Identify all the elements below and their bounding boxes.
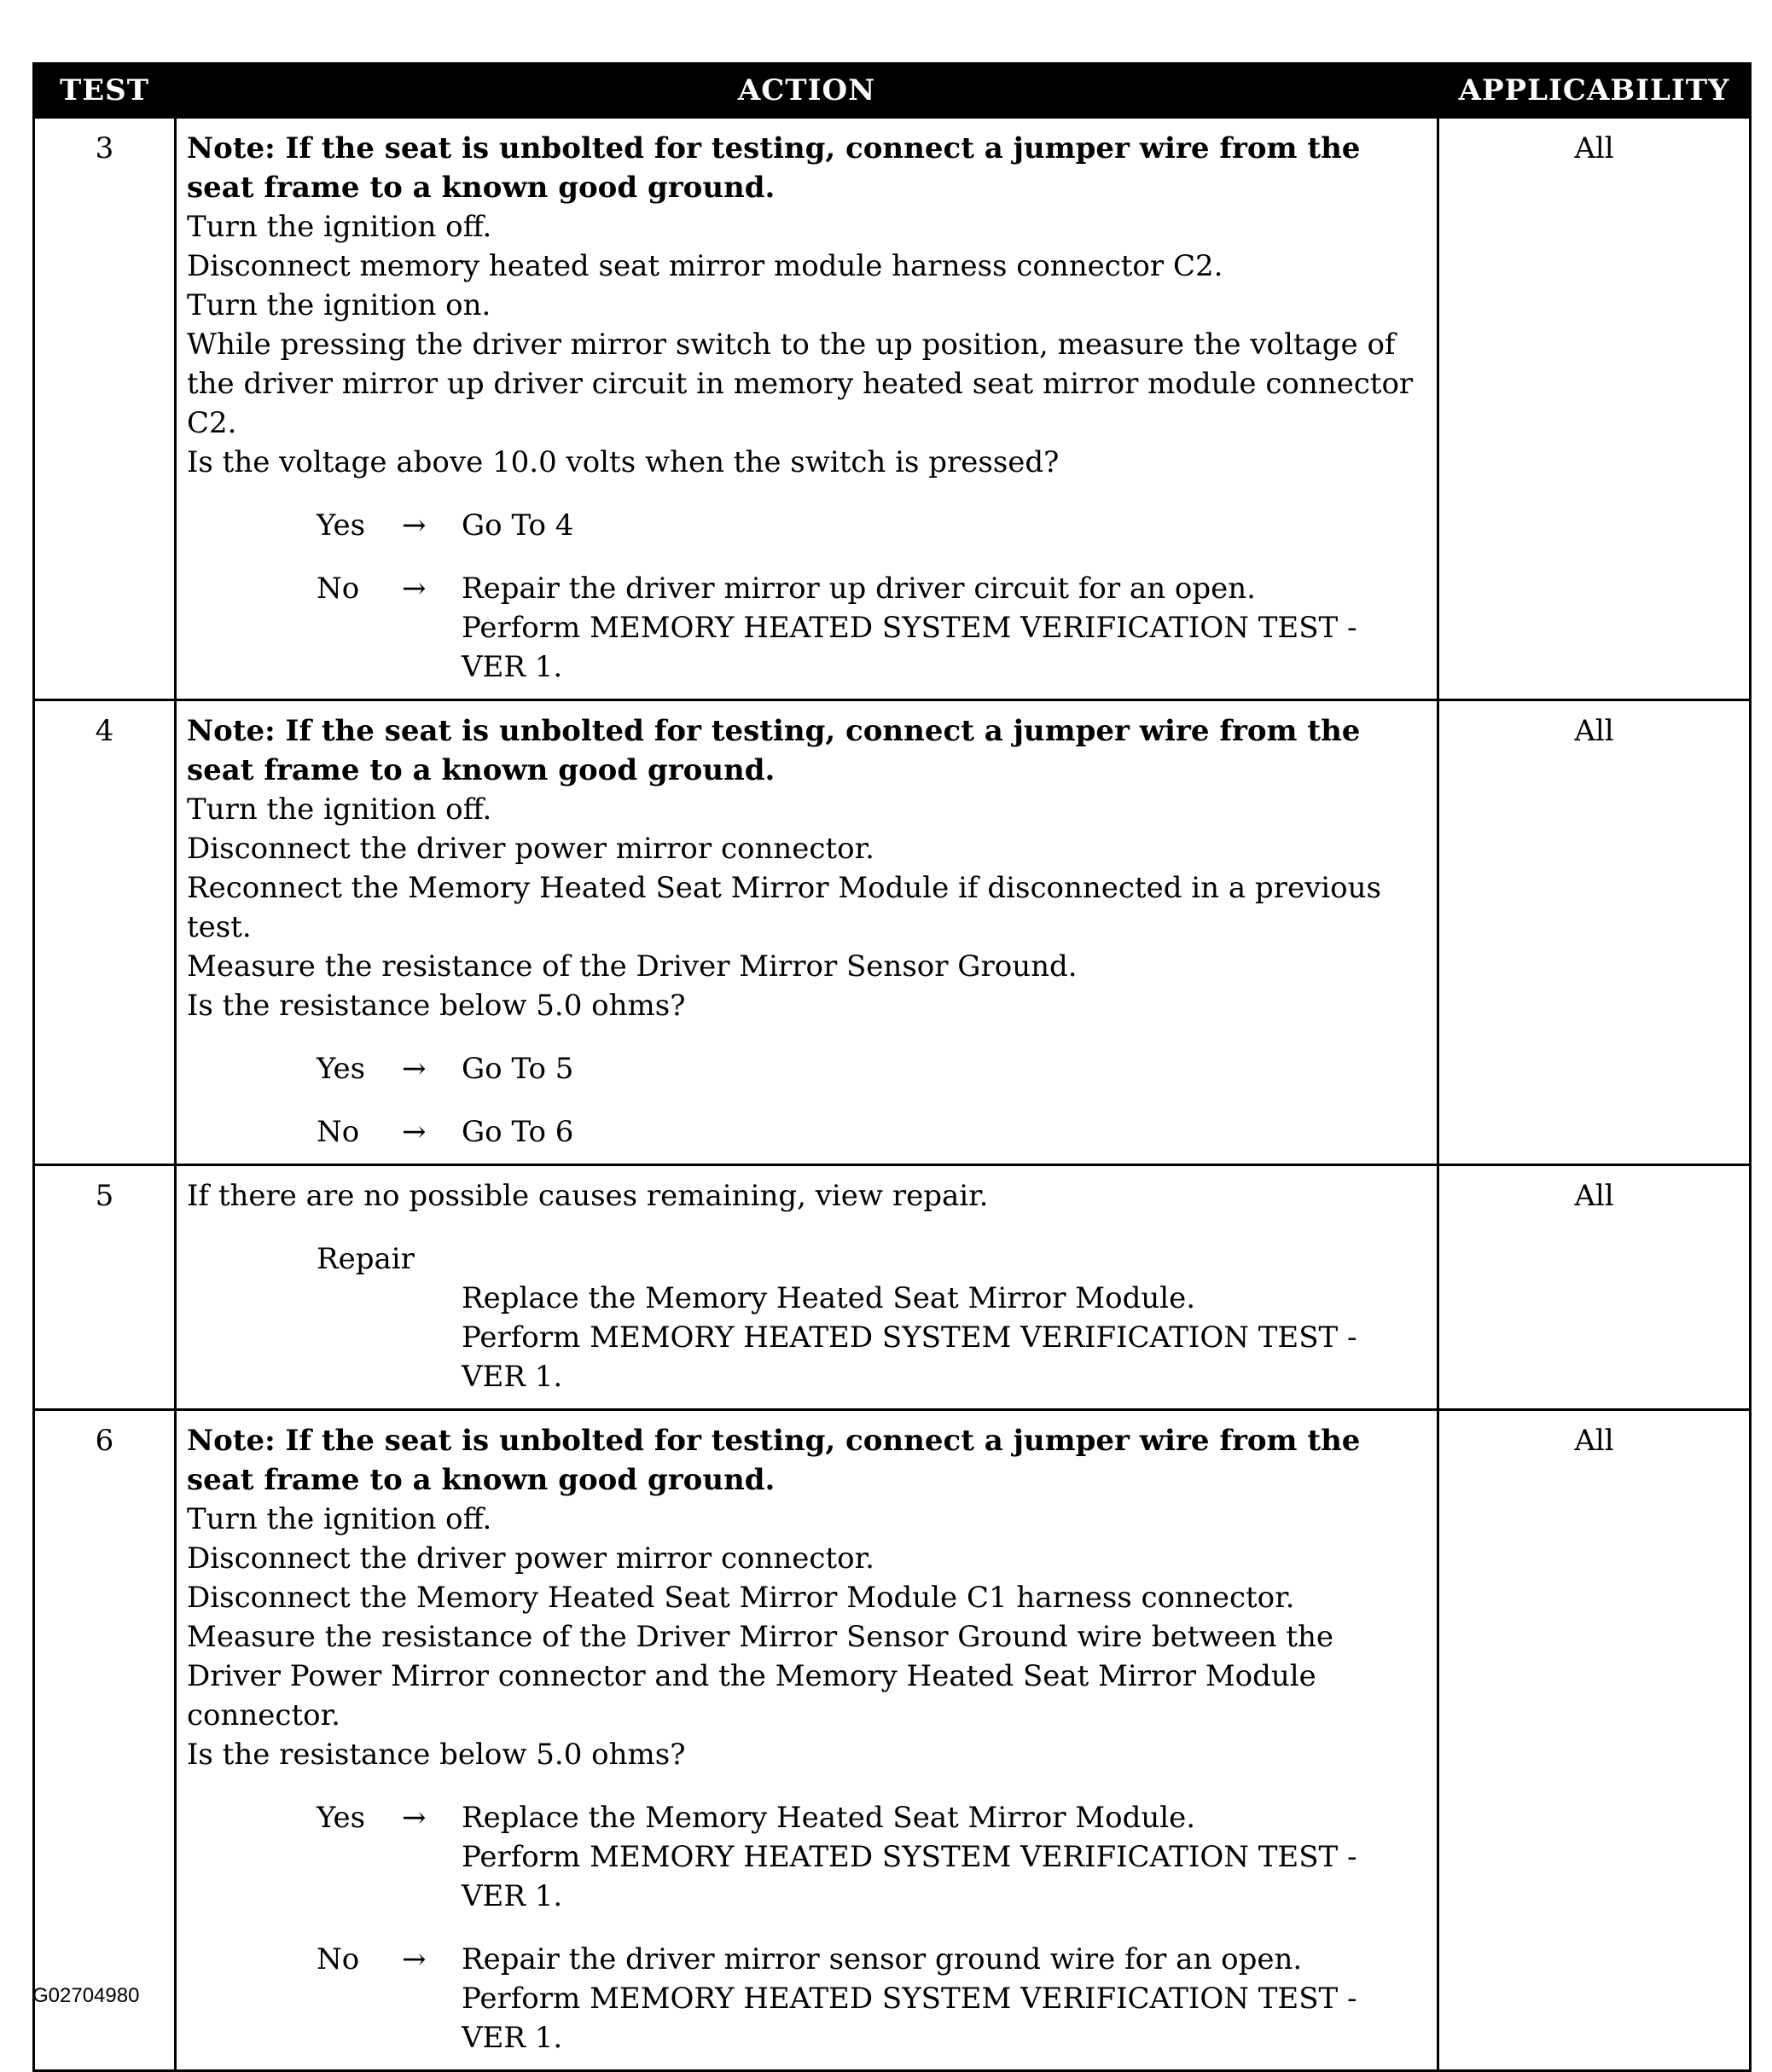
table-header-row <box>34 64 1751 118</box>
question-text: Is the resistance below 5.0 ohms? <box>187 989 686 1023</box>
yes-result <box>462 1798 1430 1916</box>
result-line: Repair the driver mirror sensor ground wire for an open. <box>462 1942 1303 1976</box>
arrow-icon: → <box>402 508 427 543</box>
step-text: Disconnect the Memory Heated Seat Mirror Module C1 harness connector. <box>187 1581 1295 1615</box>
table-row <box>34 118 1751 700</box>
step-text: Disconnect the driver power mirror connector. <box>187 1541 874 1576</box>
yes-label: Yes <box>317 1052 366 1086</box>
step-text: Measure the resistance of the Driver Mirror Sensor Ground. <box>187 949 1078 984</box>
arrow-icon: → <box>402 1115 427 1149</box>
result-line: Replace the Memory Heated Seat Mirror Module. <box>462 1801 1196 1835</box>
applicability-value: All <box>1438 1165 1751 1410</box>
result-line: Go To 6 <box>462 1115 574 1149</box>
result-line: Perform MEMORY HEATED SYSTEM VERIFICATION TEST - VER 1. <box>462 611 1357 684</box>
result-line: Go To 5 <box>462 1052 574 1086</box>
test-number: 6 <box>34 1410 176 2071</box>
question-text: Is the resistance below 5.0 ohms? <box>187 1738 686 1772</box>
step-text: While pressing the driver mirror switch to the up position, measure the voltage of the driver mirror up driver circuit in memory heated seat mirror module connector C2. <box>187 328 1414 440</box>
action-cell <box>176 700 1438 1165</box>
no-option <box>187 1112 1430 1152</box>
yes-result <box>462 1049 1430 1088</box>
arrow-icon: → <box>402 1052 427 1086</box>
yes-option <box>187 1798 1430 1916</box>
no-label: No <box>317 1115 360 1149</box>
step-text: Turn the ignition on. <box>187 288 491 322</box>
no-result <box>462 1112 1430 1152</box>
test-number: 5 <box>34 1165 176 1410</box>
table-row <box>34 1165 1751 1410</box>
yes-option <box>187 1049 1430 1088</box>
test-number: 3 <box>34 118 176 700</box>
applicability-value: All <box>1438 1410 1751 2071</box>
result-line: Go To 4 <box>462 508 574 543</box>
step-text: If there are no possible causes remaining, view repair. <box>187 1179 989 1213</box>
yes-label: Yes <box>317 1801 366 1835</box>
applicability-value: All <box>1438 700 1751 1165</box>
applicability-value: All <box>1438 118 1751 700</box>
no-option <box>187 1940 1430 2057</box>
step-text: Turn the ignition off. <box>187 1502 492 1536</box>
repair-result <box>462 1279 1430 1396</box>
no-label: No <box>317 572 360 606</box>
result-line: Repair the driver mirror up driver circuit for an open. <box>462 572 1256 606</box>
action-cell <box>176 1165 1438 1410</box>
action-cell <box>176 118 1438 700</box>
step-text: Reconnect the Memory Heated Seat Mirror Module if disconnected in a previous test. <box>187 871 1381 944</box>
no-result <box>462 569 1430 687</box>
arrow-icon: → <box>402 1801 427 1835</box>
yes-option <box>187 506 1430 545</box>
answer-options <box>187 506 1430 687</box>
header-test: TEST <box>34 64 176 118</box>
step-text: Turn the ignition off. <box>187 210 492 244</box>
diagnostic-table <box>32 62 1752 2072</box>
yes-result <box>462 506 1430 545</box>
note-text: Note: If the seat is unbolted for testing, connect a jumper wire from the seat frame to a known good ground. <box>187 131 1361 205</box>
no-option <box>187 569 1430 687</box>
note-text: Note: If the seat is unbolted for testing, connect a jumper wire from the seat frame to a known good ground. <box>187 1424 1361 1497</box>
figure-id: G02704980 <box>32 1984 140 2007</box>
answer-options <box>187 1798 1430 2057</box>
header-applicability: APPLICABILITY <box>1438 64 1751 118</box>
test-number: 4 <box>34 700 176 1165</box>
note-text: Note: If the seat is unbolted for testing, connect a jumper wire from the seat frame to a known good ground. <box>187 714 1361 787</box>
action-cell <box>176 1410 1438 2071</box>
arrow-icon: → <box>402 572 427 606</box>
yes-label: Yes <box>317 508 366 543</box>
repair-label: Repair <box>317 1242 415 1276</box>
table-row <box>34 1410 1751 2071</box>
result-line: Perform MEMORY HEATED SYSTEM VERIFICATION TEST - VER 1. <box>462 1982 1357 2055</box>
result-line: Perform MEMORY HEATED SYSTEM VERIFICATION TEST - VER 1. <box>462 1320 1357 1394</box>
step-text: Turn the ignition off. <box>187 792 492 827</box>
header-action: ACTION <box>176 64 1438 118</box>
no-result <box>462 1940 1430 2057</box>
result-line: Perform MEMORY HEATED SYSTEM VERIFICATION TEST - VER 1. <box>462 1840 1357 1913</box>
diagnostic-document <box>32 62 1749 2072</box>
arrow-icon: → <box>402 1942 427 1976</box>
question-text: Is the voltage above 10.0 volts when the switch is pressed? <box>187 445 1060 479</box>
answer-options <box>187 1049 1430 1152</box>
result-line: Replace the Memory Heated Seat Mirror Module. <box>462 1281 1196 1315</box>
step-text: Disconnect the driver power mirror connector. <box>187 832 874 866</box>
step-text: Measure the resistance of the Driver Mirror Sensor Ground wire between the Driver Power Mirror connector and the Memory Heated Seat Mirror Module connector. <box>187 1620 1333 1732</box>
table-row <box>34 700 1751 1165</box>
step-text: Disconnect memory heated seat mirror module harness connector C2. <box>187 249 1223 283</box>
no-label: No <box>317 1942 360 1976</box>
